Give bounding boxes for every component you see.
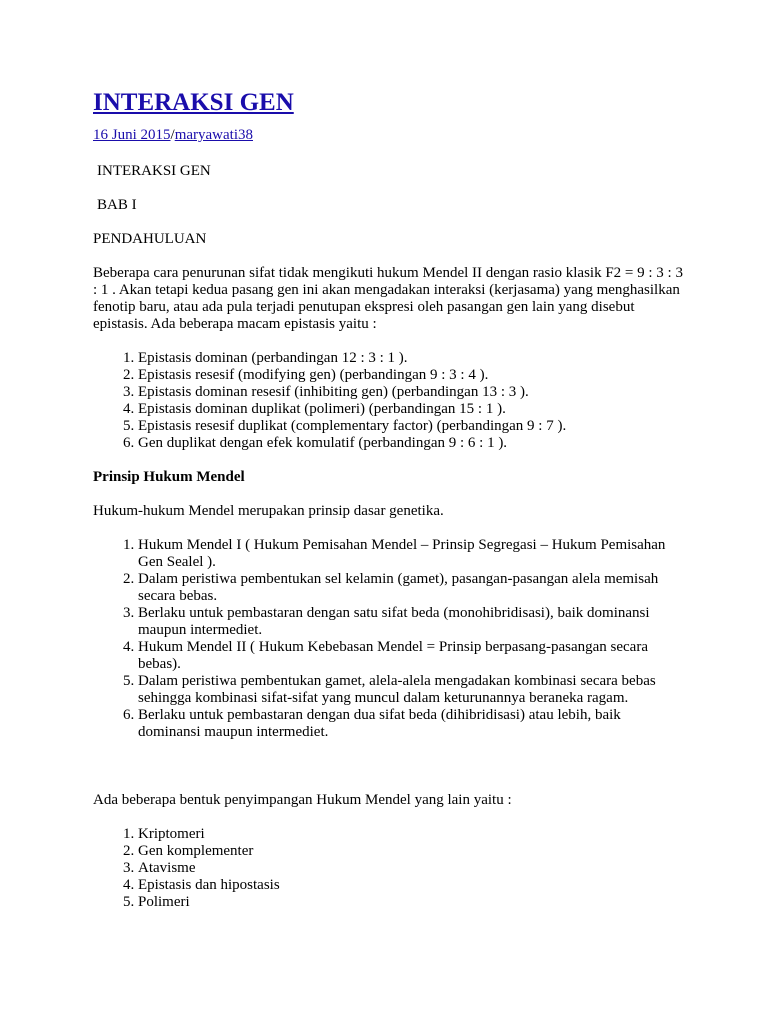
post-date-link[interactable]: 16 Juni 2015 bbox=[93, 127, 171, 143]
list-item: 4. Epistasis dan hipostasis bbox=[138, 877, 683, 894]
list-item: 1. Hukum Mendel I ( Hukum Pemisahan Mendel – Prinsip Segregasi – Hukum Pemisahan Gen Sealel ). bbox=[138, 537, 683, 571]
post-title-link[interactable]: INTERAKSI GEN bbox=[93, 89, 294, 116]
list-item: 6. Gen duplikat dengan efek komulatif (perbandingan 9 : 6 : 1 ). bbox=[138, 435, 683, 452]
epistasis-list bbox=[93, 350, 683, 452]
section-heading bbox=[93, 469, 683, 486]
list-item: 3. Epistasis dominan resesif (inhibiting gen) (perbandingan 13 : 3 ). bbox=[138, 384, 683, 401]
meta-separator: / bbox=[170, 127, 175, 143]
deviation-intro: Ada beberapa bentuk penyimpangan Hukum Mendel yang lain yaitu : bbox=[93, 792, 512, 808]
list-item: 4. Hukum Mendel II ( Hukum Kebebasan Mendel = Prinsip berpasang-pasangan secara bebas). bbox=[138, 639, 683, 673]
heading-pendahuluan: PENDAHULUAN bbox=[93, 231, 207, 247]
list-item: 2. Dalam peristiwa pembentukan sel kelamin (gamet), pasangan-pasangan alela memisah secara bebas. bbox=[138, 571, 683, 605]
article bbox=[93, 88, 683, 911]
list-item: 5. Epistasis resesif duplikat (complementary factor) (perbandingan 9 : 7 ). bbox=[138, 418, 683, 435]
list-item: 4. Epistasis dominan duplikat (polimeri) (perbandingan 15 : 1 ). bbox=[138, 401, 683, 418]
list-item: 2. Epistasis resesif (modifying gen) (perbandingan 9 : 3 : 4 ). bbox=[138, 367, 683, 384]
deviation-list bbox=[93, 826, 683, 911]
heading-interaksi-gen: INTERAKSI GEN bbox=[97, 163, 211, 179]
list-item: 2. Gen komplementer bbox=[138, 843, 683, 860]
list-item: 1. Epistasis dominan (perbandingan 12 : 3 : 1 ). bbox=[138, 350, 683, 367]
intro-paragraph: Beberapa cara penurunan sifat tidak mengikuti hukum Mendel II dengan rasio klasik F2 = 9 : 3 : 3 : 1 . Akan tetapi kedua pasang gen ini akan mengadakan interaksi (kerjasama) yang menghasilkan fenotip baru, atau ada pula terjadi penutupan ekspresi oleh pasangan gen lain yang disebut epistasis. Ada beberapa macam epistasis yaitu : bbox=[93, 265, 683, 332]
list-item: 3. Berlaku untuk pembastaran dengan satu sifat beda (monohibridisasi), baik dominansi maupun intermediet. bbox=[138, 605, 683, 639]
list-item: 1. Kriptomeri bbox=[138, 826, 683, 843]
heading-bab: BAB I bbox=[97, 197, 137, 213]
section-intro: Hukum-hukum Mendel merupakan prinsip dasar genetika. bbox=[93, 503, 444, 519]
section-heading-text: Prinsip Hukum Mendel bbox=[93, 469, 245, 485]
post-author-link[interactable]: maryawati38 bbox=[174, 127, 253, 143]
mendel-list bbox=[93, 537, 683, 741]
list-item: 6. Berlaku untuk pembastaran dengan dua sifat beda (dihibridisasi) atau lebih, baik dominansi maupun intermediet. bbox=[138, 707, 683, 741]
list-item: 5. Polimeri bbox=[138, 894, 683, 911]
list-item: 3. Atavisme bbox=[138, 860, 683, 877]
page-title bbox=[93, 88, 683, 118]
post-meta bbox=[93, 127, 683, 144]
list-item: 5. Dalam peristiwa pembentukan gamet, alela-alela mengadakan kombinasi secara bebas sehingga kombinasi sifat-sifat yang muncul dalam keturunannya beraneka ragam. bbox=[138, 673, 683, 707]
